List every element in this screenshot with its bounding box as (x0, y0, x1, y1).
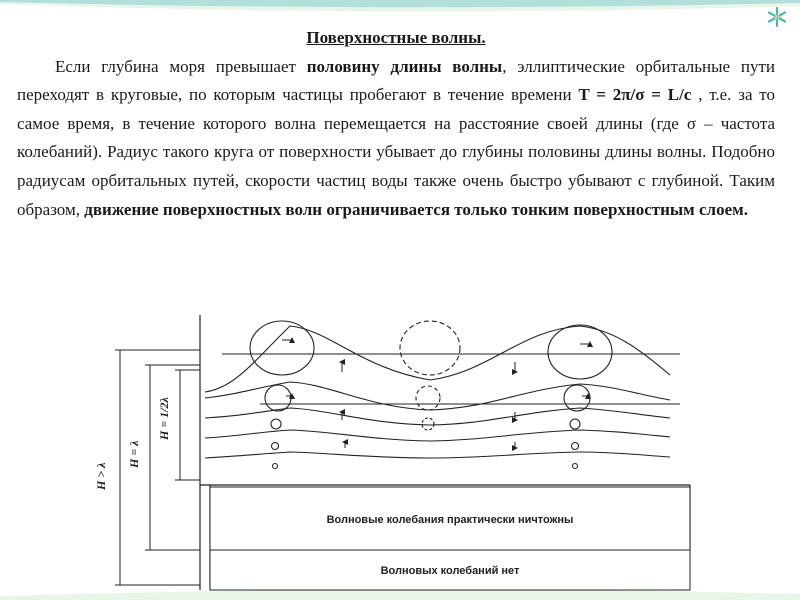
text-run: , т.е. за то самое время, в течение которого волна перемещается на расстояние своей длины (где σ – частота колебаний). Радиус такого круга от поверхности убывает до глубины половины длины волны. Подобно радиусам орбитальных путей, скорости частиц воды также очень быстро убывают с глубиной. Таким образом, (17, 85, 775, 219)
text-run: Если глубина моря превышает (55, 56, 307, 76)
label-h-eq-lambda: H = λ (127, 440, 141, 468)
top-decoration (0, 0, 800, 20)
text-run: , эллиптические орбитальные пути переходят в круговые, по которым частицы пробегают в течение времени (17, 56, 775, 105)
slide-title: Поверхностные волны. (306, 28, 486, 47)
wave-surfaces (205, 326, 670, 458)
orbit-circles (250, 321, 612, 469)
bold-text-run: движение поверхностных волн ограничивается только тонким поверхностным слоем. (84, 199, 748, 219)
box-none-text: Волновых колебаний нет (380, 565, 520, 577)
body-paragraph (17, 53, 775, 225)
label-h-gt-lambda: H > λ (94, 462, 108, 490)
wave-diagram (0, 300, 800, 600)
box-negligible-text: Волновые колебания практически ничтожны (326, 514, 574, 526)
bold-text-run: половину длины волны (306, 56, 503, 76)
bold-text-run: T = 2π/σ = L/c (578, 85, 692, 105)
text-block (17, 24, 775, 224)
label-h-half-lambda: H = 1/2λ (157, 397, 171, 440)
